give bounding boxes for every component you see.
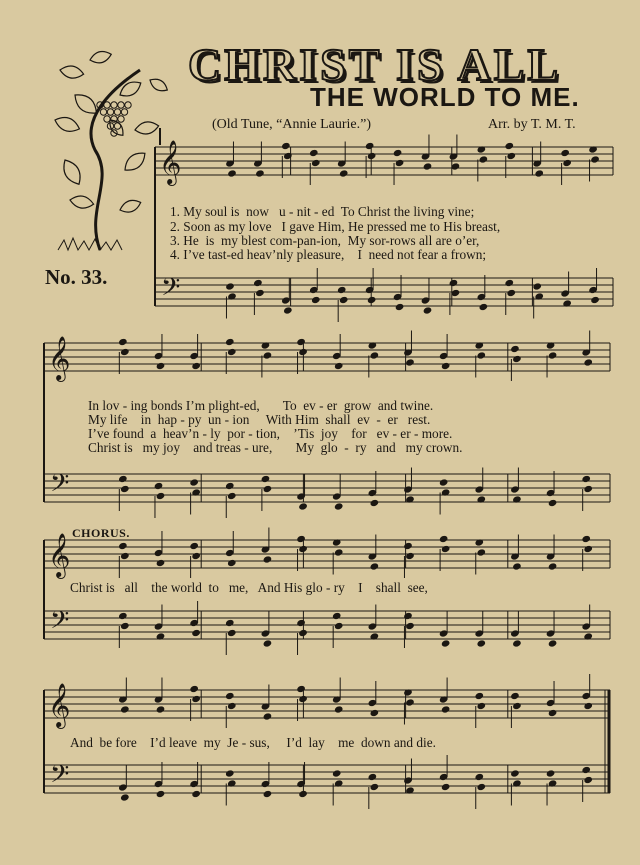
bass-note [583,776,593,784]
treble-clef-icon: 𝄞 [48,683,71,727]
melody-note [227,702,237,710]
bass-note [403,612,413,620]
verse-3-line-a: 3. He is my blest com-pan-ion, My sor-rows all are o’er, [170,233,480,248]
bass-note [395,303,405,311]
verse-3-line-b: I’ve found a heav’n - ly por - tion, ’Tis joy for ev - er - more. [88,426,453,441]
bass-note [512,639,522,647]
bass-note [368,773,378,781]
melody-note [474,692,484,700]
bass-note [367,296,377,304]
bass-note [311,296,321,304]
bass-note [546,769,556,777]
hymn-number: No. 33. [45,265,108,289]
bass-note [191,790,201,798]
bass-note [118,612,128,620]
bass-note [225,769,235,777]
bass-note [255,289,265,297]
treble-clef-icon: 𝄞 [48,336,71,380]
bass-clef-icon: 𝄢 [50,760,70,795]
treble-clef-icon: 𝄞 [48,533,71,577]
bass-note [337,286,347,294]
melody-note [296,535,306,543]
bass-note [227,629,237,637]
bass-note [441,783,451,791]
bass-clef-icon: 𝄢 [50,469,70,504]
melody-note [227,559,237,567]
bass-note [156,790,166,798]
bass-note [298,629,308,637]
melody-note [476,548,486,556]
bass-note [225,282,235,290]
bass-note [474,773,484,781]
bass-note [332,612,342,620]
bass-note [548,639,558,647]
bass-note [227,492,237,500]
bass-note [370,783,380,791]
chorus-label: CHORUS. [72,526,130,540]
melody-note [191,362,201,370]
chorus-lyric-line-2: And be fore I’d leave my Je - sus, I’d lay me down and die. [70,735,436,750]
bass-note [476,639,486,647]
bass-note [532,282,542,290]
melody-note [334,362,344,370]
melody-note [298,545,308,553]
verse-4-line-b: Christ is my joy and treas - ure, My glo - ry and my crown. [88,440,463,455]
melody-note [120,552,130,560]
bass-note [479,303,489,311]
melody-note [393,149,403,157]
melody-note [581,535,591,543]
melody-note [512,355,522,363]
melody-note [298,695,308,703]
bass-note [332,769,342,777]
melody-note [283,152,293,160]
bass-note [370,499,380,507]
melody-note [548,351,558,359]
bass-note [298,502,308,510]
melody-note [441,545,451,553]
bass-note [439,478,449,486]
treble-clef-icon: 𝄞 [159,140,182,184]
melody-note [334,705,344,713]
bass-note [298,790,308,798]
bass-note [263,485,273,493]
melody-note [476,351,486,359]
melody-note [560,149,570,157]
bass-note [154,482,164,490]
chorus-lyric-line-1: Christ is all the world to me, And His glo - ry I shall see, [70,580,428,595]
melody-note [120,705,130,713]
bass-note [118,475,128,483]
melody-note [506,152,516,160]
verse-2-line-a: 2. Soon as my love I gave Him, He pressed me to His breast, [170,219,501,234]
bass-note [296,619,306,627]
melody-note [441,705,451,713]
melody-note [263,351,273,359]
melody-note [189,685,199,693]
melody-note [370,351,380,359]
hymn-title-line-2: THE WORLD TO ME. [310,82,580,112]
bass-note [120,622,130,630]
bass-note [405,622,415,630]
bass-note [225,482,235,490]
bass-note [120,485,130,493]
bass-note [263,790,273,798]
bass-note [506,289,516,297]
melody-note [370,562,380,570]
bass-note [590,296,600,304]
melody-note [296,338,306,346]
bass-note [504,279,514,287]
melody-note [156,705,166,713]
melody-note [334,548,344,556]
melody-note [281,142,291,150]
melody-note [156,362,166,370]
melody-note [298,348,308,356]
bass-note [334,622,344,630]
bass-note [156,492,166,500]
bass-note [581,766,591,774]
bass-note [476,783,486,791]
verse-1-line-b: In lov - ing bonds I’m plight-ed, To ev - er grow and twine. [88,398,434,413]
melody-note [583,545,593,553]
bass-note [120,793,130,801]
melody-note [548,709,558,717]
bass-note [581,475,591,483]
bass-note [334,502,344,510]
melody-note [370,709,380,717]
arranger-credit: Arr. by T. M. T. [488,117,576,132]
bass-note [449,279,459,287]
melody-note [423,162,433,170]
bass-note [583,485,593,493]
melody-note [263,712,273,720]
verse-1-line-a: 1. My soul is now u - nit - ed To Christ the living vine; [170,204,475,219]
bass-note [339,296,349,304]
melody-note [479,155,489,163]
melody-note [504,142,514,150]
verse-4-line-a: 4. I’ve tast-ed heav’nly pleasure, I need not fear a frown; [170,247,487,262]
melody-note [118,338,128,346]
bass-note [261,475,271,483]
melody-note [403,542,413,550]
melody-note [405,358,415,366]
bass-note [283,306,293,314]
melody-note [405,552,415,560]
melody-note [120,348,130,356]
melody-note [311,159,321,167]
melody-note [562,159,572,167]
melody-note [191,695,201,703]
melody-note [227,348,237,356]
melody-note [510,692,520,700]
melody-note [512,562,522,570]
melody-note [510,345,520,353]
melody-note [156,559,166,567]
melody-note [225,338,235,346]
melody-note [118,542,128,550]
melody-note [441,362,451,370]
melody-note [439,535,449,543]
melody-note [395,159,405,167]
melody-note [405,698,415,706]
tune-note: (Old Tune, “Annie Laurie.”) [212,117,372,132]
melody-note [227,169,237,177]
melody-note [512,702,522,710]
melody-note [296,685,306,693]
melody-note [191,552,201,560]
melody-note [189,542,199,550]
melody-note [339,169,349,177]
bass-note [510,769,520,777]
bass-note [191,629,201,637]
melody-note [583,358,593,366]
verse-2-line-b: My life in hap - py un - ion With Him shall ev - er rest. [88,412,431,427]
bass-note [441,639,451,647]
melody-note [476,702,486,710]
bass-clef-icon: 𝄢 [161,273,181,308]
melody-note [255,169,265,177]
melody-note [263,555,273,563]
melody-note [365,142,375,150]
bass-note [225,619,235,627]
bass-note [423,306,433,314]
melody-note [225,692,235,700]
melody-note [309,149,319,157]
melody-note [367,152,377,160]
melody-note [590,155,600,163]
melody-note [548,562,558,570]
bass-note [253,279,263,287]
melody-note [534,169,544,177]
vine-ornament-icon [53,49,170,250]
bass-clef-icon: 𝄢 [50,606,70,641]
bass-note [263,639,273,647]
bass-note [548,499,558,507]
melody-note [583,702,593,710]
hymn-title-line-1: CHRIST IS ALL [188,39,562,90]
bass-note [189,478,199,486]
